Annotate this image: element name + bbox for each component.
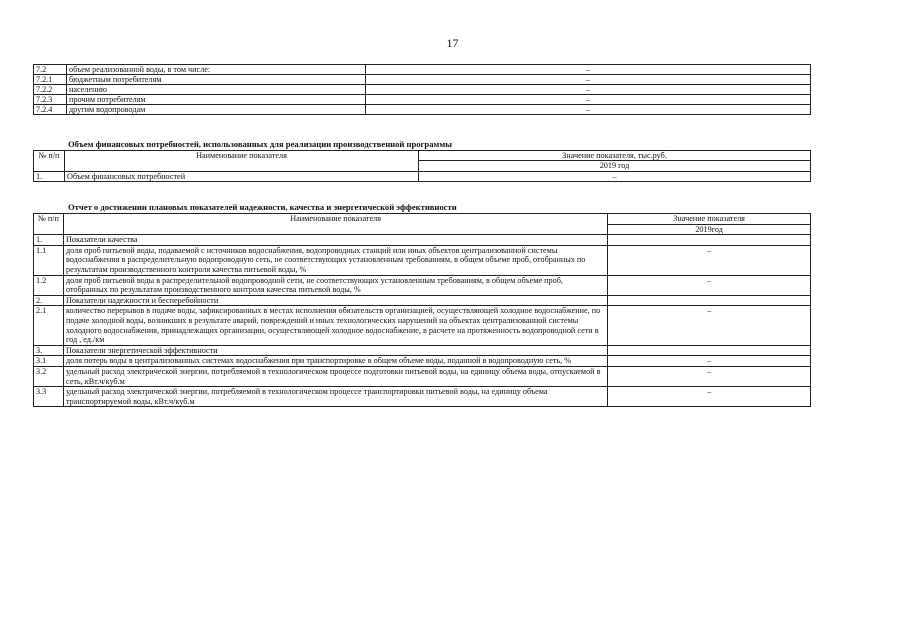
row-number: 3. [34,345,64,356]
row-number: 7.2.3 [34,95,67,105]
row-name: доля потерь воды в централизованных системах водоснабжения при транспортировке в общем объеме воды, поданной в водопроводную сеть, % [63,356,607,367]
row-value: – [365,75,810,85]
table-row [34,75,811,85]
table-header-row [34,214,811,225]
row-value: – [608,387,811,407]
header-value: Значение показателя, тыс.руб. [419,151,811,161]
row-number: 1. [34,171,65,181]
row-number: 3.2 [34,366,64,386]
row-name: другим водопроводам [66,105,365,115]
indicators-report-title: Отчет о достижении плановых показателей надежности, качества и энергетической эффективности [68,202,457,212]
header-name: Наименование показателя [64,151,418,172]
row-number: 2.1 [34,306,64,345]
row-value: – [365,95,810,105]
row-number: 3.1 [34,356,64,367]
header-year: 2019 год [419,161,811,171]
financial-needs-title: Объем финансовых потребностей, использованных для реализации производственной программы [68,139,452,149]
table-row [34,306,811,345]
header-num: № п/п [34,151,65,172]
row-name: бюджетным потребителям [66,75,365,85]
header-name: Наименование показателя [63,214,607,235]
row-name: удельный расход электрической энергии, потребляемой в технологическом процессе транспортировки питьевой воды, на единицу объема транспортируемой воды, кВт.ч/куб.м [63,387,607,407]
financial-needs-table [33,150,811,182]
table-header-row [34,151,811,161]
row-name: количество перерывов в подаче воды, зафиксированных в местах исполнения обязательств организацией, осуществляющей холодное водоснабжение, по подаче холодной воды, возникших в результате аварий, повреждений и иных технологических нарушений на объектах централизованной системы холодного водоснабжения, принадлежащих организации, осуществляющей холодное водоснабжение, в расчете на протяженность водопроводной сети в год , ед./км [63,306,607,345]
row-value: – [608,306,811,345]
table-row [34,295,811,306]
row-value: – [419,171,811,181]
row-value: – [608,275,811,295]
row-name: доля проб питьевой воды в распределительной водопроводной сети, не соответствующих установленным требованиям, в общем объеме проб, отобранных по результатам производственного контроля качества питьевой воды, % [63,275,607,295]
row-value: – [608,245,811,275]
table-row [34,345,811,356]
indicators-table [33,213,811,407]
row-value: – [365,105,810,115]
row-name: удельный расход электрической энергии, потребляемой в технологическом процессе подготовки питьевой воды, на единицу объема воды, отпускаемой в сеть, кВт.ч/куб.м [63,366,607,386]
table-row [34,387,811,407]
table-row [34,105,811,115]
row-number: 7.2.1 [34,75,67,85]
row-value [608,345,811,356]
header-num: № п/п [34,214,64,235]
row-number: 7.2.4 [34,105,67,115]
water-sales-table [33,64,811,115]
page-number: 17 [446,36,459,50]
table-row [34,65,811,75]
row-number: 1.1 [34,245,64,275]
row-name: Показатели качества [63,235,607,246]
row-value: – [365,85,810,95]
row-value: – [608,356,811,367]
table-row [34,245,811,275]
table-row [34,95,811,105]
row-name: доля проб питьевой воды, подаваемой с источников водоснабжения, водопроводных станций или иных объектов централизованной системы водоснабжения в распределительную водопроводную сеть, не соответствующих установленным требованиям, в общем объеме проб, отобранных по результатам производственного контроля качества питьевой воды, % [63,245,607,275]
row-number: 7.2.2 [34,85,67,95]
row-name: Показатели энергетической эффективности [63,345,607,356]
row-number: 1.2 [34,275,64,295]
table-row [34,235,811,246]
table-row [34,171,811,181]
row-value: – [365,65,810,75]
row-name: Объем финансовых потребностей [64,171,418,181]
row-name: населению [66,85,365,95]
row-value [608,295,811,306]
header-year: 2019год [608,224,811,235]
row-number: 1. [34,235,64,246]
row-name: прочим потребителям [66,95,365,105]
row-number: 3.3 [34,387,64,407]
row-name: Показатели надежности и бесперебойности [63,295,607,306]
table-row [34,275,811,295]
table-row [34,366,811,386]
row-value: – [608,366,811,386]
header-value: Значение показателя [608,214,811,225]
row-name: объем реализованной воды, в том числе: [66,65,365,75]
row-value [608,235,811,246]
row-number: 2. [34,295,64,306]
row-number: 7.2 [34,65,67,75]
table-row [34,85,811,95]
table-row [34,356,811,367]
